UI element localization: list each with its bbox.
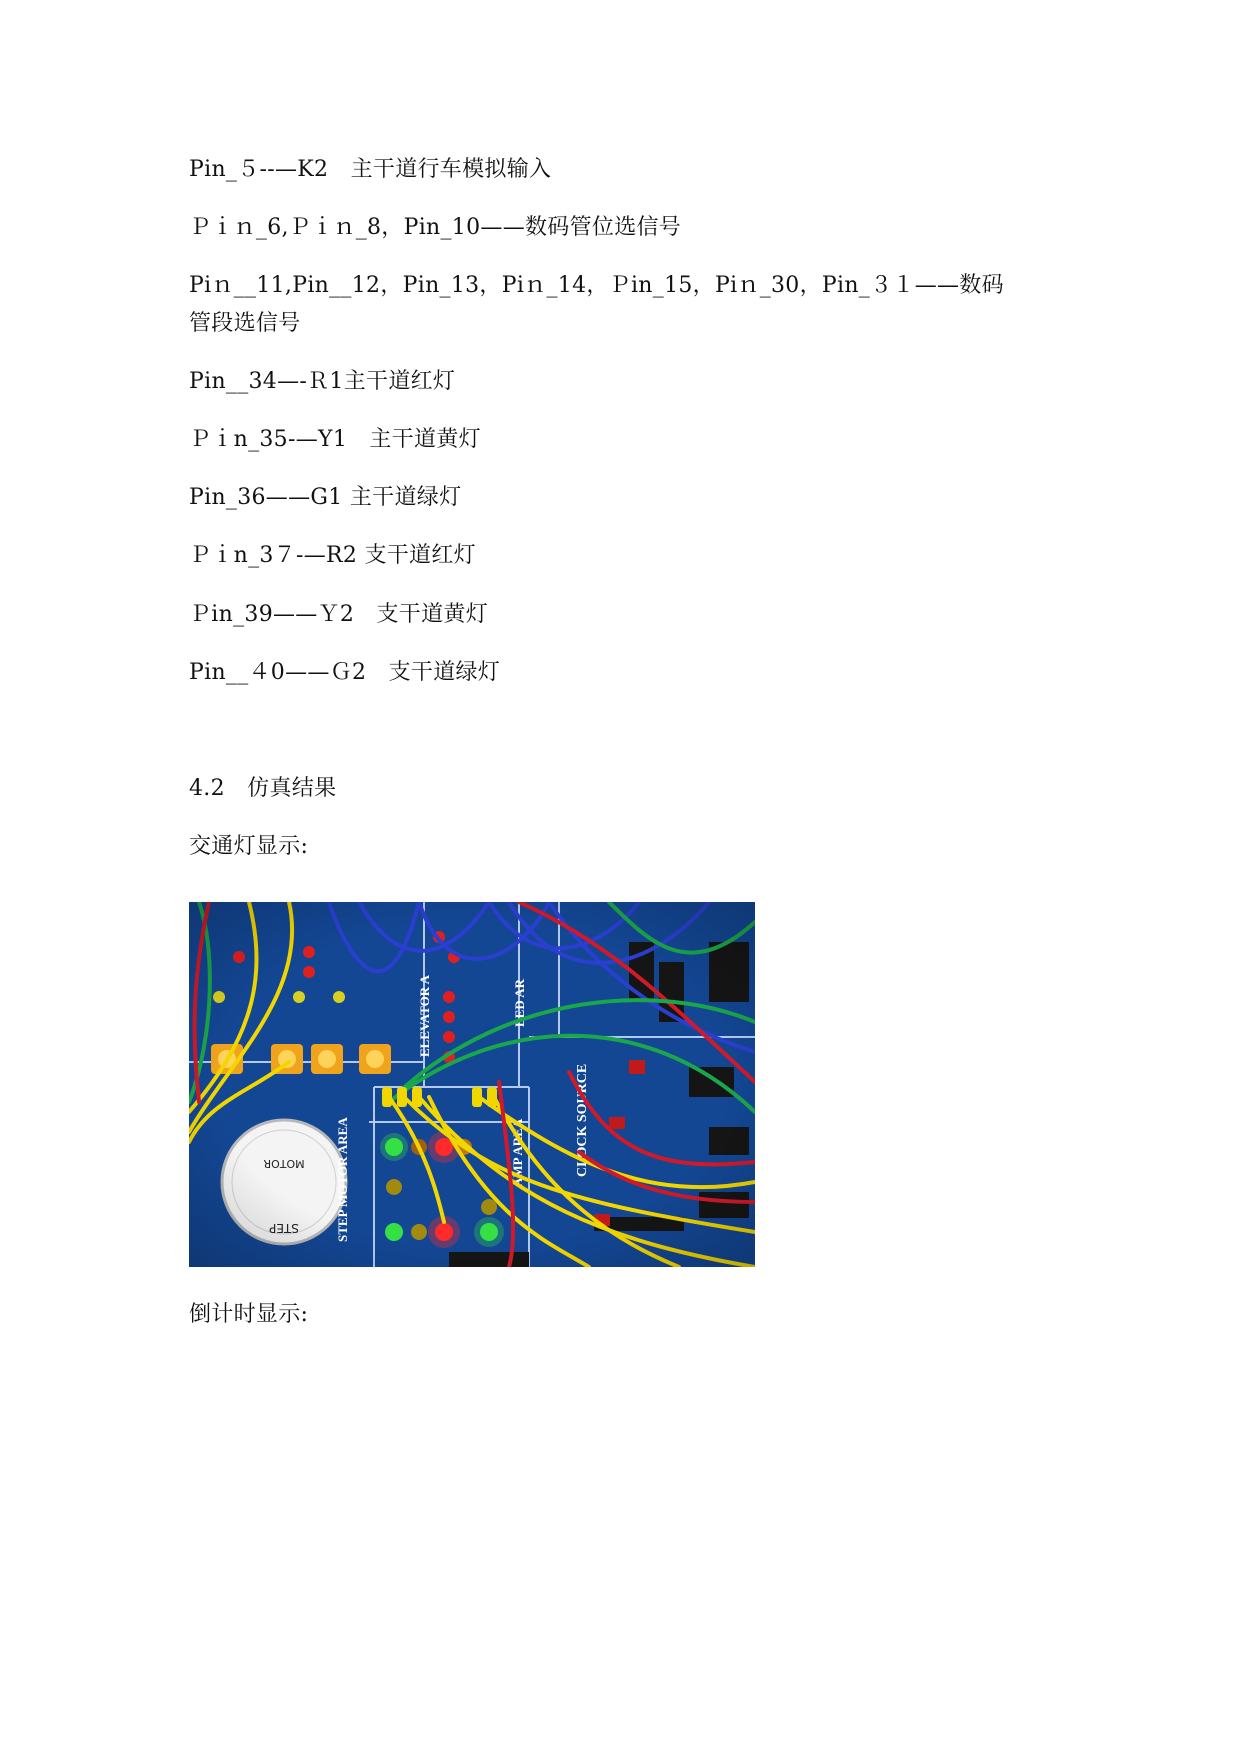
pin-line-g1: Pin_36——G1 主干道绿灯 <box>189 485 462 510</box>
traffic-light-caption: 交通灯显示: <box>189 834 309 859</box>
pin-line-y2: Ｐin_39——Ｙ2 支干道黄灯 <box>189 602 488 627</box>
countdown-caption: 倒计时显示: <box>189 1302 309 1327</box>
pin-line-g2: Pin__４0——Ｇ2 支干道绿灯 <box>189 660 501 685</box>
pin-line-segment-select-cont: 管段选信号 <box>189 311 301 336</box>
traffic-light-board-photo <box>189 902 755 1267</box>
pin-line-segment-select: Piｎ__11,Pin__12，Pin_13，Piｎ_14，Ｐin_15，Piｎ_30，Pin_３１——数码 <box>189 273 1004 298</box>
pin-line-k2: Pin_５--—K2 主干道行车模拟输入 <box>189 157 552 182</box>
pin-line-digit-select: Ｐｉｎ_6,Ｐｉｎ_8，Pin_10——数码管位选信号 <box>189 215 682 240</box>
pin-line-y1: Ｐｉn_35-—Y1 主干道黄灯 <box>189 427 481 452</box>
pin-line-r2: Ｐｉn_3７-—R2 支干道红灯 <box>189 543 476 568</box>
pin-line-r1: Pin__34—-Ｒ1主干道红灯 <box>189 369 456 394</box>
section-heading: 4.2 仿真结果 <box>189 776 337 801</box>
